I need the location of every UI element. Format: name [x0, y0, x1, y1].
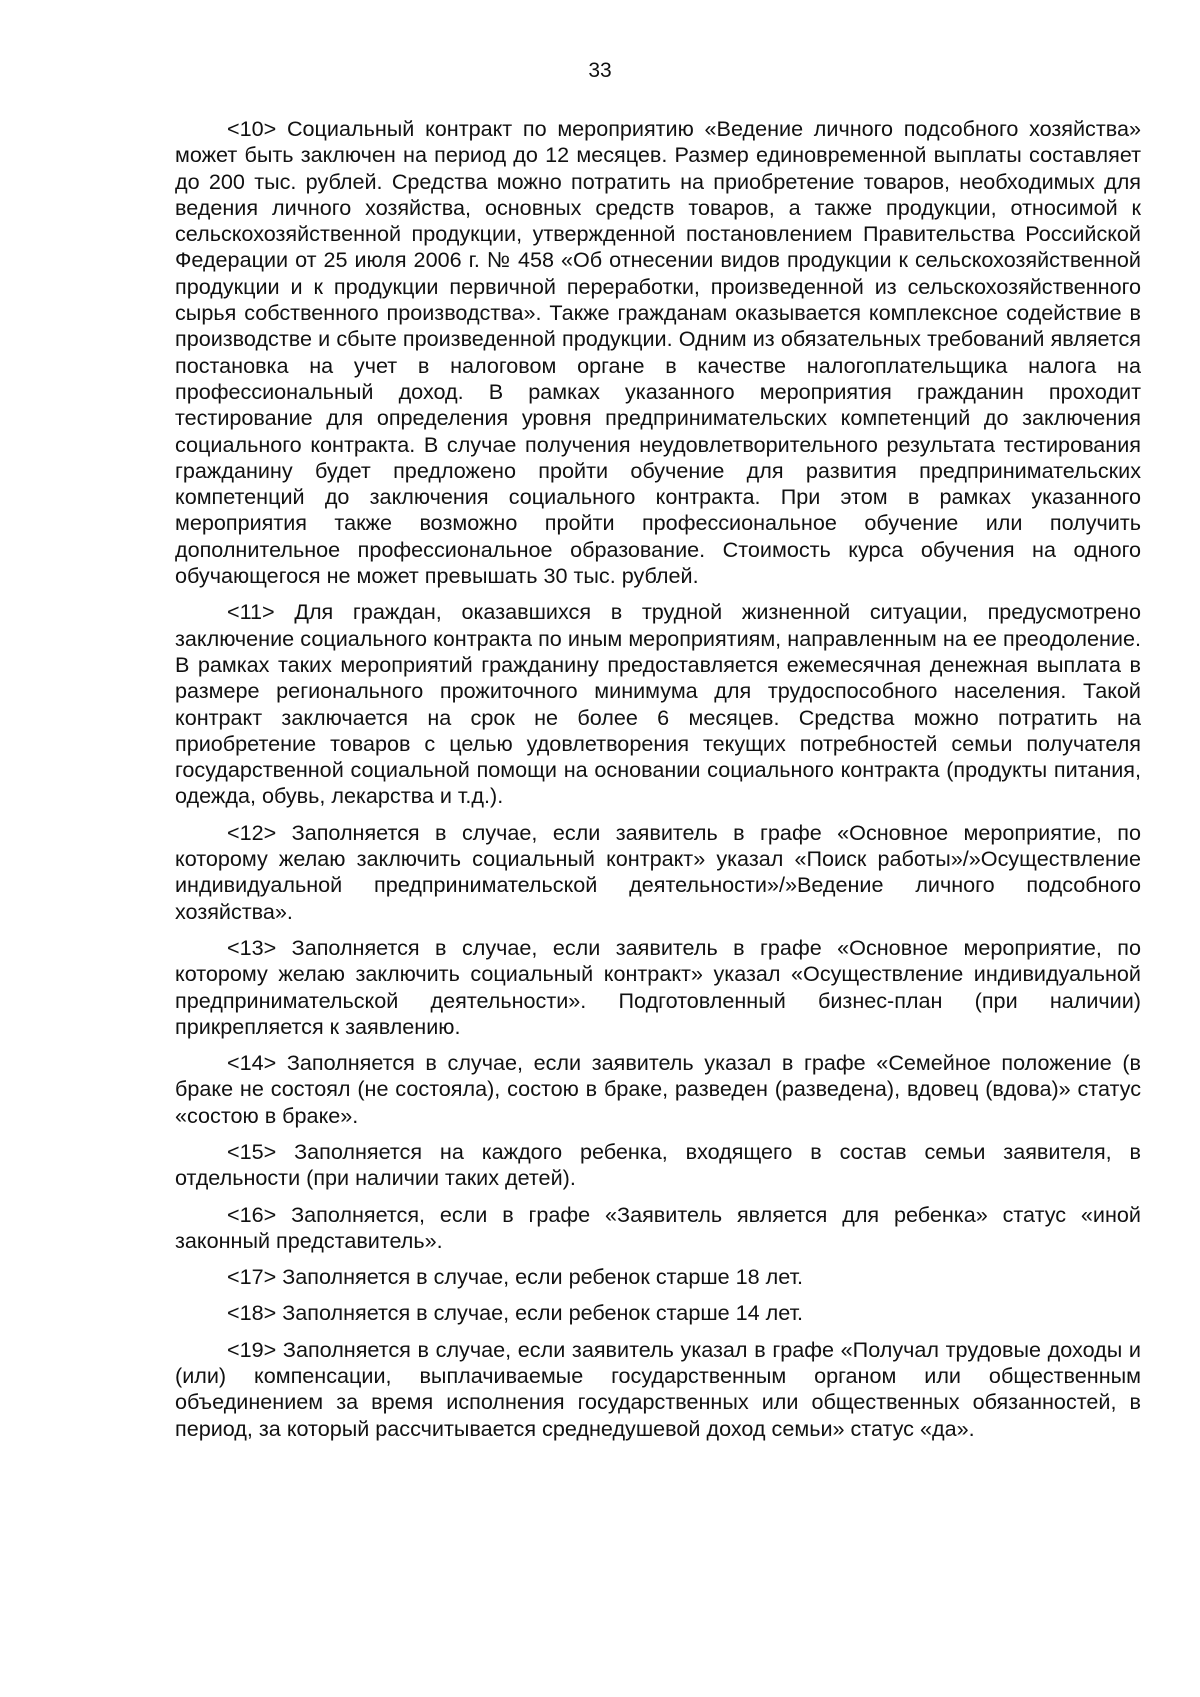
footnote-18: <18> Заполняется в случае, если ребенок старше 14 лет.: [227, 1300, 804, 1326]
page-number: 33: [588, 59, 612, 82]
footnote-14: <14> Заполняется в случае, если заявитель указал в графе «Семейное положение (в браке не состоял (не состояла), состою в браке, разведен (разведена), вдовец (вдова)» статус «состою в браке».: [175, 1050, 1141, 1128]
footnote-13: <13> Заполняется в случае, если заявитель в графе «Основное мероприятие, по которому желаю заключить социальный контракт» указал «Осуществление индивидуальной предпринимательской деятельности». Подготовленный бизнес-план (при наличии) прикрепляется к заявлению.: [175, 934, 1141, 1039]
footnote-11: <11> Для граждан, оказавшихся в трудной жизненной ситуации, предусмотрено заключение социального контракта по иным мероприятиям, направленным на ее преодоление. В рамках таких мероприятий гражданину предоставляется ежемесячная денежная выплата в размере регионального прожиточного минимума для трудоспособного населения. Такой контракт заключается на срок не более 6 месяцев. Средства можно потратить на приобретение товаров с целью удовлетворения текущих потребностей семьи получателя государственной социальной помощи на основании социального контракта (продукты питания, одежда, обувь, лекарства и т.д.).: [175, 599, 1141, 809]
footnotes-section: [175, 116, 1141, 1452]
footnote-12: <12> Заполняется в случае, если заявитель в графе «Основное мероприятие, по которому желаю заключить социальный контракт» указал «Поиск работы»/»Осуществление индивидуальной предпринимательской деятельности»/»Ведение личного подсобного хозяйства».: [175, 819, 1141, 924]
footnote-17: <17> Заполняется в случае, если ребенок старше 18 лет.: [227, 1264, 804, 1290]
footnote-16: <16> Заполняется, если в графе «Заявитель является для ребенка» статус «иной законный представитель».: [175, 1201, 1141, 1253]
footnote-10: <10> Социальный контракт по мероприятию «Ведение личного подсобного хозяйства» может быть заключен на период до 12 месяцев. Размер единовременной выплаты составляет до 200 тыс. рублей. Средства можно потратить на приобретение товаров, необходимых для ведения личного хозяйства, основных средств товаров, а также продукции, относимой к сельскохозяйственной продукции, утвержденной постановлением Правительства Российской Федерации от 25 июля 2006 г. № 458 «Об отнесении видов продукции к сельскохозяйственной продукции и к продукции первичной переработки, произведенной из сельскохозяйственного сырья собственного производства». Также гражданам оказывается комплексное содействие в производстве и сбыте произведенной продукции. Одним из обязательных требований является постановка на учет в налоговом органе в качестве налогоплательщика налога на профессиональный доход. В рамках указанного мероприятия гражданин проходит тестирование для определения уровня предпринимательских компетенций до заключения социального контракта. В случае получения неудовлетворительного результата тестирования гражданину будет предложено пройти обучение для развития предпринимательских компетенций до заключения социального контракта. При этом в рамках указанного мероприятия также возможно пройти профессиональное обучение или получить дополнительное профессиональное образование. Стоимость курса обучения на одного обучающегося не может превышать 30 тыс. рублей.: [175, 116, 1141, 589]
footnote-19: <19> Заполняется в случае, если заявитель указал в графе «Получал трудовые доходы и (или) компенсации, выплачиваемые государственным органом или общественным объединением за время исполнения государственных или общественных обязанностей, в период, за который рассчитывается среднедушевой доход семьи» статус «да».: [175, 1336, 1141, 1441]
footnote-15: <15> Заполняется на каждого ребенка, входящего в состав семьи заявителя, в отдельности (при наличии таких детей).: [175, 1138, 1141, 1191]
